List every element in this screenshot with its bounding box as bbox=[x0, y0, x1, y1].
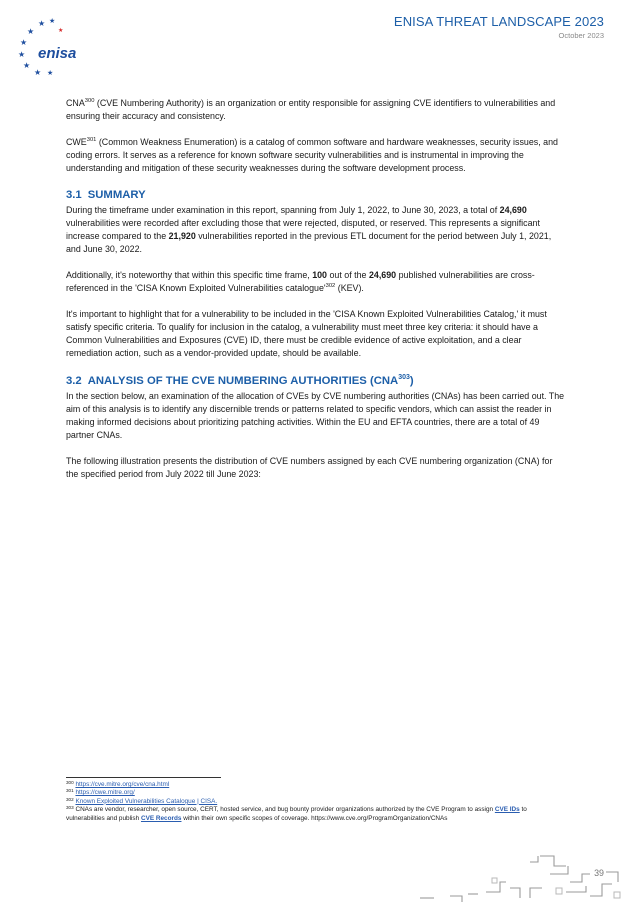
svg-text:★: ★ bbox=[49, 17, 56, 25]
svg-text:★: ★ bbox=[34, 68, 42, 76]
summary-paragraph-3: It's important to highlight that for a vulnerability to be included in the 'CISA Known Exploited Vulnerabilities Catalog,' it must satisfy specific criteria. To qualify for inclusion in the catalog, a vulnerability must meet three key criteria: it should have a Common Vulnerabilities and Exposures (CVE) ID, there must be credible evidence of active exploitation, and a clear remediation action, such as a vendor-provided update, should be available. bbox=[66, 309, 547, 358]
cna-analysis-paragraph-1: In the section below, an examination of the allocation of CVEs by CVE numbering authorities (CNAs) has been carried out. The aim of this analysis is to identify any discernible trends or patterns related to specific vendors, which can assist the reader in making informed decisions about prioritizing patching activities. Within the EU and EFTA countries, there are a total of 49 partner CNAs. bbox=[66, 391, 565, 440]
svg-text:★: ★ bbox=[38, 19, 46, 28]
footnote-ref-302[interactable]: 302 bbox=[325, 283, 336, 289]
footnote-ref-301[interactable]: 301 bbox=[86, 137, 97, 143]
cna-analysis-paragraph-2: The following illustration presents the distribution of CVE numbers assigned by each CVE numbering organization (CNA) for the specified period from July 2022 till June 2023: bbox=[66, 456, 553, 479]
footnote-301-link[interactable]: https://cwe.mitre.org/ bbox=[75, 789, 135, 797]
svg-text:★: ★ bbox=[23, 61, 31, 70]
summary-paragraph-1: During the timeframe under examination in this report, spanning from July 1, 2022, to June 30, 2023, a total of 24,690 vulnerabilities were recorded after excluding those that were rejected, disputed, or reserved. This represents a significant increase compared to the 21,920 vulnerabilities reported in the previous ETL document for the period between July 1, 2021, and June 30, 2022. bbox=[66, 205, 552, 254]
cna-definition: CNA$^{300}$ (CVE Numbering Authority) is an organization or entity responsible for assigning CVE identifiers to vulnerabilities and ensuring their accuracy and consistency. bbox=[66, 98, 556, 121]
report-title: ENISA THREAT LANDSCAPE 2023 bbox=[393, 14, 604, 29]
summary-paragraph-2: Additionally, it's noteworthy that within this specific time frame, 100 out of the 24,690 published vulnerabilities are cross-referenced in the 'CISA Known Exploited Vulnerabilities $catalogue'^{302}$ (KEV). bbox=[66, 270, 535, 293]
report-date: October 2023 bbox=[558, 31, 604, 40]
section-heading-summary: 3.1 SUMMARY bbox=[66, 189, 146, 201]
footnote-303: $^{303}$ CNAs are vendor, researcher, open source, CERT, hosted service, and bug bounty provider organizations authorized by the CVE Program to assign CVE IDs to vulnerabilities and publish CVE Records within their own specific scopes of coverage. https://www.cve.org/ProgramOrganization/CNAs bbox=[66, 805, 527, 822]
svg-text:★: ★ bbox=[20, 38, 28, 47]
svg-text:★: ★ bbox=[27, 27, 35, 36]
svg-text:★: ★ bbox=[58, 27, 64, 34]
footnote-301: $^{301}$ https://cwe.mitre.org/ bbox=[66, 788, 135, 797]
footnote-300-link[interactable]: https://cve.mitre.org/cve/cna.html bbox=[75, 781, 170, 788]
footnote-ref-303[interactable]: 303 bbox=[398, 374, 410, 381]
cve-ids-link[interactable]: CVE IDs bbox=[494, 806, 520, 814]
page-body bbox=[66, 97, 566, 494]
svg-text:★: ★ bbox=[18, 50, 26, 59]
footnote-300: $^{300}$ https://cve.mitre.org/cve/cna.html bbox=[66, 780, 170, 788]
section-heading-cna-analysis: 3.2 ANALYSIS OF THE CVE NUMBERING AUTHORITIES (CNA$^{303}$) bbox=[66, 374, 414, 387]
logo-wordmark: enisa bbox=[38, 45, 77, 62]
footnote-divider bbox=[66, 777, 221, 778]
footnote-302: $^{302}$ Known Exploited Vulnerabilities Catalogue | CISA. bbox=[66, 796, 218, 805]
footnote-ref-300[interactable]: 300 bbox=[84, 98, 95, 104]
svg-text:★: ★ bbox=[47, 69, 54, 76]
footnotes bbox=[66, 781, 536, 823]
page-header bbox=[394, 14, 604, 40]
enisa-logo bbox=[14, 14, 84, 76]
footnote-302-link[interactable]: Known Exploited Vulnerabilities Catalogue | CISA. bbox=[75, 797, 218, 805]
cve-records-link[interactable]: CVE Records bbox=[140, 814, 182, 822]
page-number: 39 bbox=[594, 868, 604, 878]
cwe-definition: CWE$^{301}$ (Common Weakness Enumeration) is a catalog of common software and hardware weaknesses, security issues, and coding errors. It serves as a reference for known software security vulnerabilities and is instrumental in improving the understanding and mitigation of these security weaknesses during the software development process. bbox=[66, 137, 558, 173]
